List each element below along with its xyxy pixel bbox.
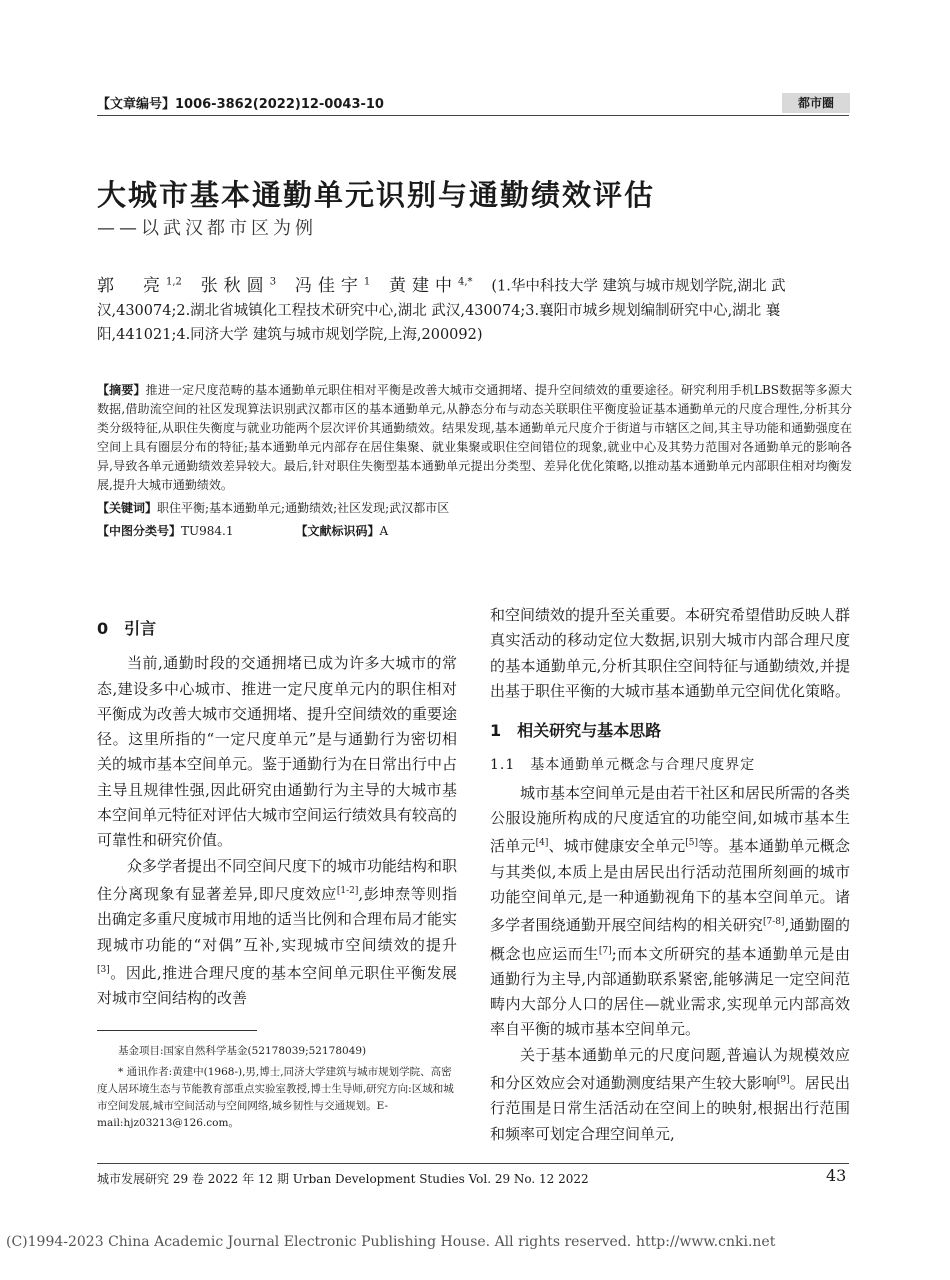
author-name: 张秋圆$^3$ <box>200 275 277 296</box>
article-number: 【文章编号】1006-3862(2022)12-0043-10 <box>97 97 384 112</box>
clc-label: 【中图分类号】 <box>97 524 182 538</box>
header-divider <box>97 115 849 116</box>
citation: [7] <box>598 945 612 956</box>
column-badge: 都市圈 <box>782 93 850 113</box>
paragraph: 城市基本空间单元是由若干社区和居民所需的各类公服设施所构成的尺度适宜的功能空间,如城市基本生活单元[4]、城市健康安全单元[5]等。基本通勤单元概念与其类似,本质上是由居民出行活动范围所刻画的城市功能空间单元,是一种通勤视角下的基本空间单元。诸多学者围绕通勤开展空间结构的相关研究[7-8],通勤圈的概念也应运而生[7];而本文所研究的基本通勤单元是由通勤行为主导,内部通勤联系紧密,能够满足一定空间范畴内大部分人口的居住—就业需求,实现单元内部高效率自平衡的城市基本空间单元。 <box>490 783 851 1039</box>
citation: [9] <box>776 1075 790 1086</box>
footnotes <box>97 1043 457 1136</box>
author-note: * 通讯作者:黄建中(1968-),男,博士,同济大学建筑与城市规划学院、高密度人居环境生态与节能教育部重点实验室教授,博士生导师,研究方向:区域和城市空间发展,城市空间活动与空间网络,城乡韧性与交通规划。E-mail:hjz03213@126.com。 <box>97 1066 454 1129</box>
copyright-text: (C)1994-2023 China Academic Journal Electronic Publishing House. All rights reserved. <box>6 1234 632 1250</box>
abstract-block <box>97 381 852 541</box>
abstract <box>97 381 852 495</box>
doc-code-value: A <box>379 524 389 538</box>
cnki-link[interactable]: http://www.cnki.net <box>636 1234 776 1250</box>
citation: [7-8] <box>763 917 785 928</box>
classification <box>97 522 852 541</box>
section-heading-intro: 0 引言 <box>97 619 157 638</box>
abstract-text: 推进一定尺度范畴的基本通勤单元职住相对平衡是改善大城市交通拥堵、提升空间绩效的重要途径。研究利用手机LBS数据等多源大数据,借助流空间的社区发现算法识别武汉都市区的基本通勤单元,从静态分布与动态关联职住平衡度验证基本通勤单元的尺度合理性,分析其分类分级特征,从职住失衡度与就业功能两个层次评价其通勤绩效。结果发现,基本通勤单元尺度介于街道与市辖区之间,其主导功能和通勤强度在空间上具有圈层分布的特征;基本通勤单元内部存在居住集聚、就业集聚或职住空间错位的现象,就业中心及其势力范围对各通勤单元的影响各异,导致各单元通勤绩效差异较大。最后,针对职住失衡型基本通勤单元提出分类型、差异化优化策略,以推动基本通勤单元内部职住相对均衡发展,提升大城市通勤绩效。 <box>97 383 852 492</box>
author-name: 黄建中$^{4,*}$ <box>389 275 473 296</box>
citation: [4] <box>535 838 549 849</box>
citation: [3] <box>97 964 110 975</box>
page-number: 43 <box>826 1166 847 1185</box>
author-block <box>97 270 852 347</box>
section-heading-related: 1 相关研究与基本思路 <box>490 721 662 741</box>
paper-subtitle: ——以武汉都市区为例 <box>97 218 317 239</box>
paper-title: 大城市基本通勤单元识别与通勤绩效评估 <box>97 178 656 212</box>
paragraph: 和空间绩效的提升至关重要。本研究希望借助反映人群真实活动的移动定位大数据,识别大城市内部合理尺度的基本通勤单元,分析其职住空间特征与通勤绩效,并提出基于职住平衡的大城市基本通勤单元空间优化策略。 <box>490 606 851 700</box>
footnote-divider <box>97 1030 257 1031</box>
paragraph: 关于基本通勤单元的尺度问题,普遍认为规模效应和分区效应会对通勤测度结果产生较大影响[9]。居民出行范围是日常生活活动在空间上的映射,根据出行范围和频率可划定合理空间单元, <box>490 1045 850 1143</box>
doc-code-label: 【文献标识码】 <box>295 524 380 538</box>
paragraph: 当前,通勤时段的交通拥堵已成为许多大城市的常态,建设多中心城市、推进一定尺度单元内的职住相对平衡成为改善大城市交通拥堵、提升空间绩效的重要途径。这里所指的“一定尺度单元”是与通勤行为密切相关的城市基本空间单元。鉴于通勤行为在日常出行中占主导且规律性强,因此研究由通勤行为主导的大城市基本空间单元特征对评估大城市空间运行绩效具有较高的可靠性和研究价值。 <box>97 654 458 850</box>
footer-divider <box>97 1163 849 1164</box>
author-name: 郭 亮$^{1,2}$ <box>97 275 182 296</box>
citation: [1-2] <box>336 885 359 896</box>
keywords <box>97 499 852 518</box>
clc-value: TU984.1 <box>181 524 234 538</box>
fund-note: 基金项目:国家自然科学基金(52178039;52178049) <box>118 1045 367 1057</box>
right-column <box>490 603 850 1147</box>
affiliations: (1.华中科技大学 建筑与城市规划学院,湖北 武汉,430074;2.湖北省城镇化工程技术研究中心,湖北 武汉,430074;3.襄阳市城乡规划编制研究中心,湖北 襄阳,441021;4.同济大学 建筑与城市规划学院,上海,200092) <box>97 278 786 343</box>
abstract-label: 【摘要】 <box>97 383 146 397</box>
citation: [5] <box>685 838 699 849</box>
journal-footer: 城市发展研究 29 卷 2022 年 12 期 Urban Development Studies Vol. 29 No. 12 2022 <box>97 1172 589 1186</box>
author-name: 冯佳宇$^1$ <box>294 275 371 296</box>
keywords-text: 职住平衡;基本通勤单元;通勤绩效;社区发现;武汉都市区 <box>157 501 450 515</box>
subsection-heading: 1.1 基本通勤单元概念与合理尺度界定 <box>490 757 756 774</box>
paragraph: 众多学者提出不同空间尺度下的城市功能结构和职住分离现象有显著差异,即尺度效应[1-2],彭坤焘等则指出确定多重尺度城市用地的适当比例和合理布局才能实现城市功能的“对偶”互补,实现城市空间绩效的提升[3]。因此,推进合理尺度的基本空间单元职住平衡发展对城市空间结构的改善 <box>97 856 458 1008</box>
keywords-label: 【关键词】 <box>97 501 158 515</box>
left-column <box>97 612 457 1011</box>
